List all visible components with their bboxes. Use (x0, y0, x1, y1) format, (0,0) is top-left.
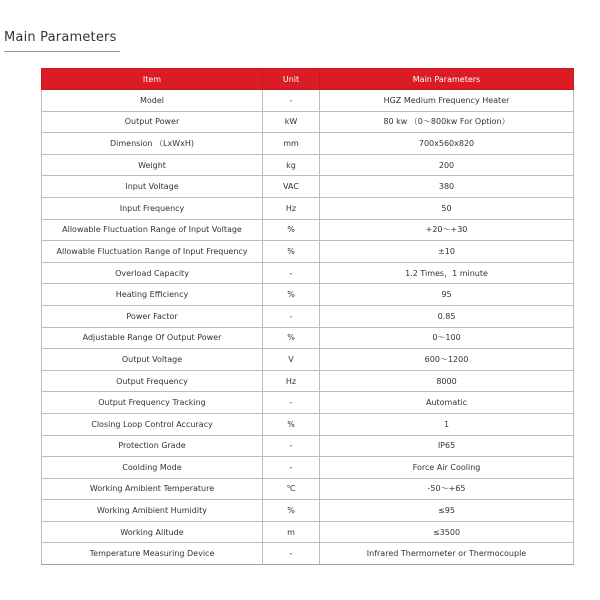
table-row (42, 435, 574, 457)
table-row (42, 197, 574, 219)
cell-unit: kg (263, 154, 320, 176)
cell-unit: mm (263, 133, 320, 155)
cell-unit: ℃ (263, 478, 320, 500)
cell-value: 95 (320, 284, 574, 306)
cell-value: 600～1200 (320, 349, 574, 371)
section-title: Main Parameters (4, 30, 117, 45)
cell-unit: % (263, 284, 320, 306)
cell-value: 50 (320, 197, 574, 219)
table-row (42, 111, 574, 133)
cell-item: Protection Grade (42, 435, 263, 457)
cell-value: IP65 (320, 435, 574, 457)
cell-value: 700x560x820 (320, 133, 574, 155)
cell-item: Output Frequency Tracking (42, 392, 263, 414)
cell-item: Closing Loop Control Accuracy (42, 413, 263, 435)
cell-unit: % (263, 500, 320, 522)
cell-unit: - (263, 262, 320, 284)
cell-item: Output Frequency (42, 370, 263, 392)
cell-unit: Hz (263, 197, 320, 219)
table-row (42, 370, 574, 392)
column-header-unit: Unit (263, 69, 320, 90)
cell-unit: kW (263, 111, 320, 133)
table-row (42, 241, 574, 263)
cell-value: 80 kw （0～800kw For Option） (320, 111, 574, 133)
table-row (42, 457, 574, 479)
cell-item: Allowable Fluctuation Range of Input Frequency (42, 241, 263, 263)
cell-item: Working Alitude (42, 521, 263, 543)
cell-value: 1 (320, 413, 574, 435)
cell-unit: - (263, 435, 320, 457)
cell-item: Dimension （LxWxH) (42, 133, 263, 155)
cell-item: Adjustable Range Of Output Power (42, 327, 263, 349)
cell-value: 1.2 Times，1 minute (320, 262, 574, 284)
cell-value: ≤3500 (320, 521, 574, 543)
cell-unit: % (263, 327, 320, 349)
cell-unit: V (263, 349, 320, 371)
cell-item: Coolding Mode (42, 457, 263, 479)
cell-value: +20～+30 (320, 219, 574, 241)
section-title-underline (4, 51, 120, 52)
cell-item: Allowable Fluctuation Range of Input Voltage (42, 219, 263, 241)
cell-value: HGZ Medium Frequency Heater (320, 90, 574, 112)
cell-unit: - (263, 392, 320, 414)
table-row (42, 219, 574, 241)
cell-item: Working Amibient Temperature (42, 478, 263, 500)
table-row (42, 500, 574, 522)
cell-unit: Hz (263, 370, 320, 392)
cell-value: ±10 (320, 241, 574, 263)
table-row (42, 543, 574, 565)
cell-item: Overload Capacity (42, 262, 263, 284)
cell-item: Temperature Measuring Device (42, 543, 263, 565)
cell-value: 8000 (320, 370, 574, 392)
table-row (42, 349, 574, 371)
cell-value: 380 (320, 176, 574, 198)
table-row (42, 90, 574, 112)
cell-item: Model (42, 90, 263, 112)
column-header-item: Item (42, 69, 263, 90)
cell-item: Heating Efficiency (42, 284, 263, 306)
cell-item: Working Amibient Humidity (42, 500, 263, 522)
cell-item: Input Frequency (42, 197, 263, 219)
table-row (42, 478, 574, 500)
table-row (42, 413, 574, 435)
cell-unit: % (263, 241, 320, 263)
cell-item: Output Power (42, 111, 263, 133)
cell-value: 0.85 (320, 305, 574, 327)
cell-unit: - (263, 543, 320, 565)
cell-unit: % (263, 413, 320, 435)
cell-item: Power Factor (42, 305, 263, 327)
parameters-table (41, 68, 574, 565)
table-row (42, 154, 574, 176)
table-row (42, 327, 574, 349)
table-row (42, 284, 574, 306)
table-row (42, 262, 574, 284)
cell-value: 200 (320, 154, 574, 176)
cell-unit: m (263, 521, 320, 543)
cell-value: Automatic (320, 392, 574, 414)
table-row (42, 305, 574, 327)
cell-value: -50～+65 (320, 478, 574, 500)
table-row (42, 176, 574, 198)
cell-value: Force Air Cooling (320, 457, 574, 479)
cell-value: Infrared Thermometer or Thermocouple (320, 543, 574, 565)
cell-item: Weight (42, 154, 263, 176)
cell-unit: - (263, 457, 320, 479)
cell-value: 0～100 (320, 327, 574, 349)
cell-item: Input Voltage (42, 176, 263, 198)
cell-unit: % (263, 219, 320, 241)
table-row (42, 392, 574, 414)
cell-unit: - (263, 90, 320, 112)
cell-value: ≤95 (320, 500, 574, 522)
table-row (42, 521, 574, 543)
cell-unit: - (263, 305, 320, 327)
cell-unit: VAC (263, 176, 320, 198)
column-header-main-parameters: Main Parameters (320, 69, 574, 90)
table-header-row (42, 69, 574, 90)
table-row (42, 133, 574, 155)
cell-item: Output Voltage (42, 349, 263, 371)
